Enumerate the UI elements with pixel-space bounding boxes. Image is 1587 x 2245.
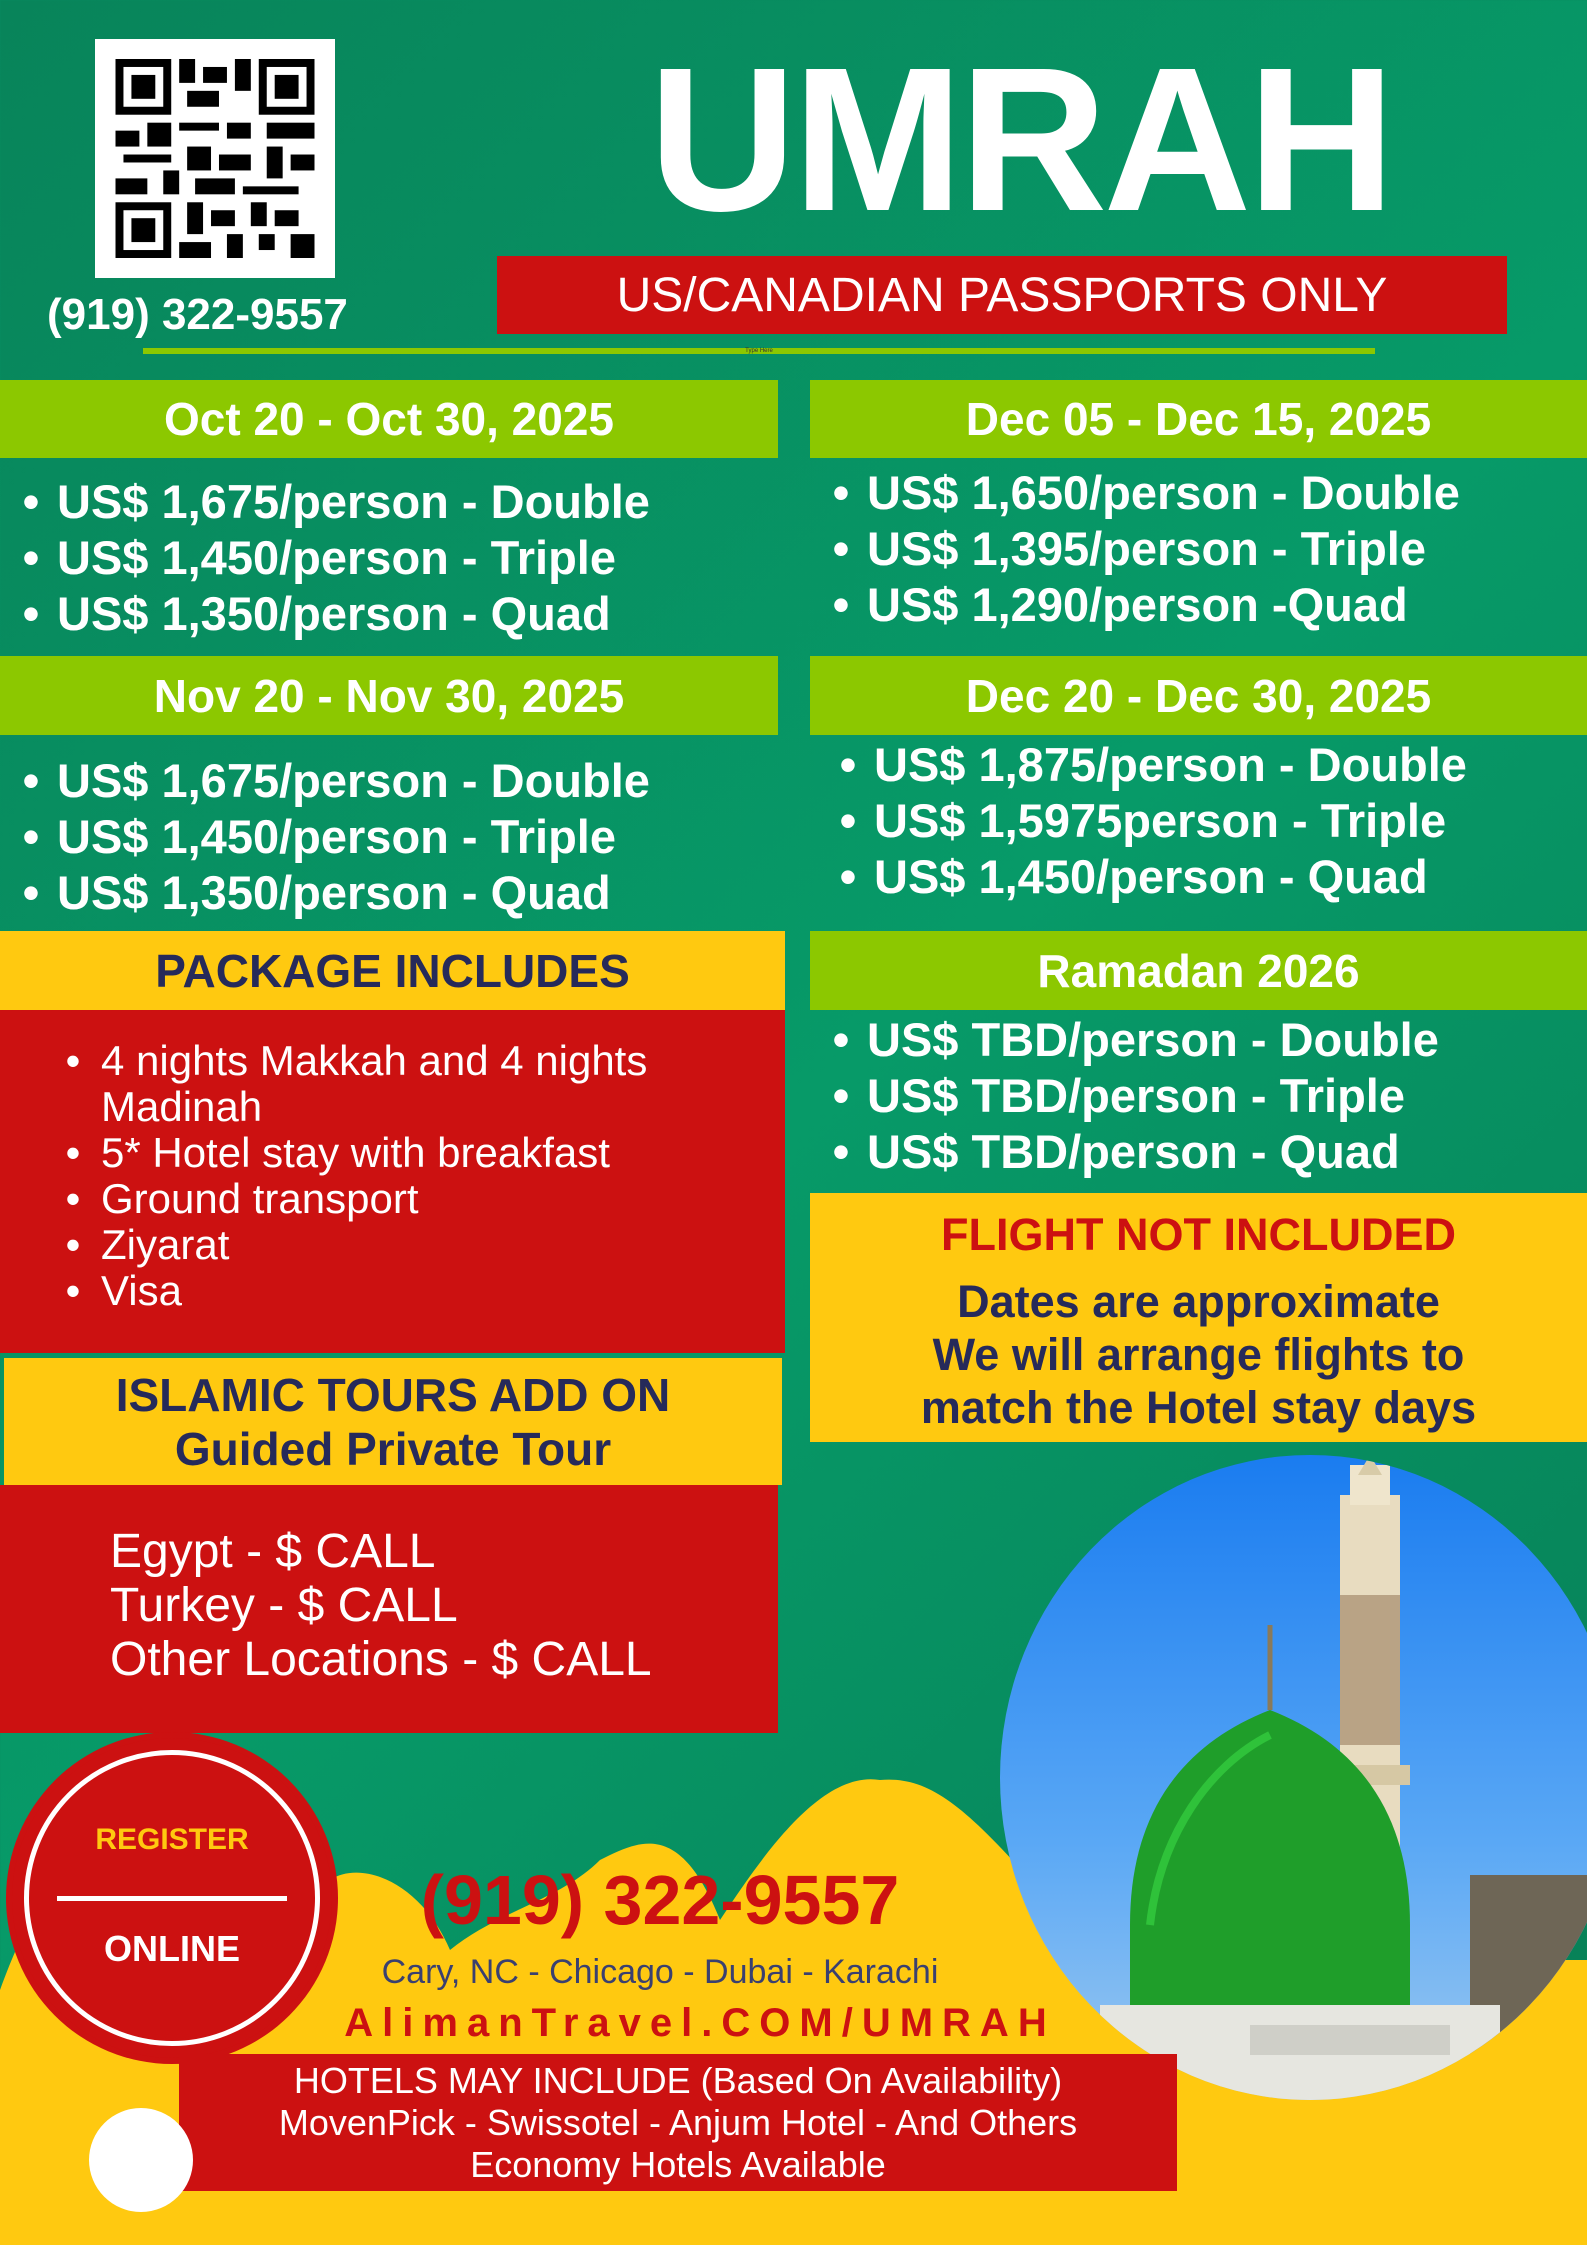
flight-line: Dates are approximate (957, 1276, 1440, 1327)
package-dates: Nov 20 - Nov 30, 2025 (153, 669, 625, 722)
includes-header (0, 931, 785, 1010)
package-ramadan-prices (815, 1012, 1439, 1180)
badge-divider (57, 1896, 287, 1901)
package-dates: Ramadan 2026 (1037, 944, 1360, 997)
price-item: • US$ 1,875/person - Double (822, 737, 1467, 793)
price-item: • US$ 1,350/person - Quad (5, 586, 650, 642)
qr-code[interactable] (95, 39, 335, 278)
include-item: • 5* Hotel stay with breakfast (65, 1129, 610, 1176)
flight-line: We will arrange flights to (932, 1329, 1465, 1380)
package-nov-prices (5, 753, 650, 921)
placeholder-text: Type Here (745, 348, 773, 354)
badge-online-text: ONLINE (103, 1928, 240, 1969)
flight-box (810, 1193, 1587, 1442)
header-phone[interactable]: (919) 322-9557 (47, 290, 348, 339)
tour-item: Other Locations - $ CALL (110, 1633, 652, 1686)
price-item: • US$ 1,675/person - Double (5, 753, 650, 809)
includes-box (0, 1010, 785, 1353)
tours-header (4, 1358, 782, 1485)
package-dates: Dec 05 - Dec 15, 2025 (965, 393, 1432, 445)
website-link[interactable]: AlimanTravel.COM/UMRAH (344, 2001, 1056, 2045)
hotels-line: MovenPick - Swissotel - Anjum Hotel - And Others (278, 2102, 1078, 2143)
tour-item: Egypt - $ CALL (110, 1525, 436, 1578)
include-item: • 4 nights Makkah and 4 nights Madinah (65, 1037, 648, 1130)
page-title: UMRAH (648, 25, 1392, 254)
footer-locations: Cary, NC - Chicago - Dubai - Karachi (381, 1953, 939, 1991)
package-ramadan-header (810, 931, 1587, 1010)
tours-title: ISLAMIC TOURS ADD ON (115, 1369, 671, 1421)
tour-item: Turkey - $ CALL (110, 1579, 458, 1632)
hotels-line: HOTELS MAY INCLUDE (Based On Availability) (293, 2060, 1063, 2101)
package-dec05-prices (815, 465, 1460, 633)
price-item: • US$ TBD/person - Quad (815, 1124, 1439, 1180)
package-nov-header (0, 656, 778, 735)
badge-register-text: REGISTER (95, 1823, 249, 1856)
package-dates: Oct 20 - Oct 30, 2025 (163, 393, 615, 445)
price-item: • US$ 1,450/person - Triple (5, 530, 650, 586)
price-item: • US$ 1,350/person - Quad (5, 865, 650, 921)
price-item: • US$ TBD/person - Triple (815, 1068, 1439, 1124)
price-item: • US$ 1,5975person - Triple (822, 793, 1467, 849)
price-item: • US$ 1,650/person - Double (815, 465, 1460, 521)
include-item: • Ziyarat (65, 1221, 230, 1268)
hotels-line: Economy Hotels Available (470, 2144, 886, 2185)
package-dec05-header (810, 380, 1587, 458)
flight-line: match the Hotel stay days (920, 1382, 1477, 1433)
package-dec20-prices (822, 737, 1467, 905)
qr-code-icon (115, 59, 315, 258)
price-item: • US$ 1,395/person - Triple (815, 521, 1460, 577)
tours-box (0, 1485, 778, 1733)
footer-phone[interactable]: (919) 322-9557 (420, 1861, 900, 1939)
package-oct-header (0, 380, 778, 458)
divider-line (143, 348, 1375, 354)
package-dec20-header (810, 656, 1587, 735)
include-item: • Ground transport (65, 1175, 419, 1222)
passports-text: US/CANADIAN PASSPORTS ONLY (616, 268, 1388, 322)
price-item: • US$ 1,675/person - Double (5, 474, 650, 530)
passports-banner (497, 256, 1507, 334)
includes-title: PACKAGE INCLUDES (155, 944, 630, 997)
price-item: • US$ 1,290/person -Quad (815, 577, 1460, 633)
include-item: • Visa (65, 1267, 182, 1314)
package-dates: Dec 20 - Dec 30, 2025 (965, 669, 1432, 722)
flight-title: FLIGHT NOT INCLUDED (941, 1209, 1456, 1260)
package-oct-prices (5, 474, 650, 642)
price-item: • US$ TBD/person - Double (815, 1012, 1439, 1068)
hotels-box (179, 2054, 1177, 2191)
tours-subtitle: Guided Private Tour (174, 1423, 612, 1475)
price-item: • US$ 1,450/person - Quad (822, 849, 1467, 905)
price-item: • US$ 1,450/person - Triple (5, 809, 650, 865)
decorative-circle (89, 2108, 193, 2212)
